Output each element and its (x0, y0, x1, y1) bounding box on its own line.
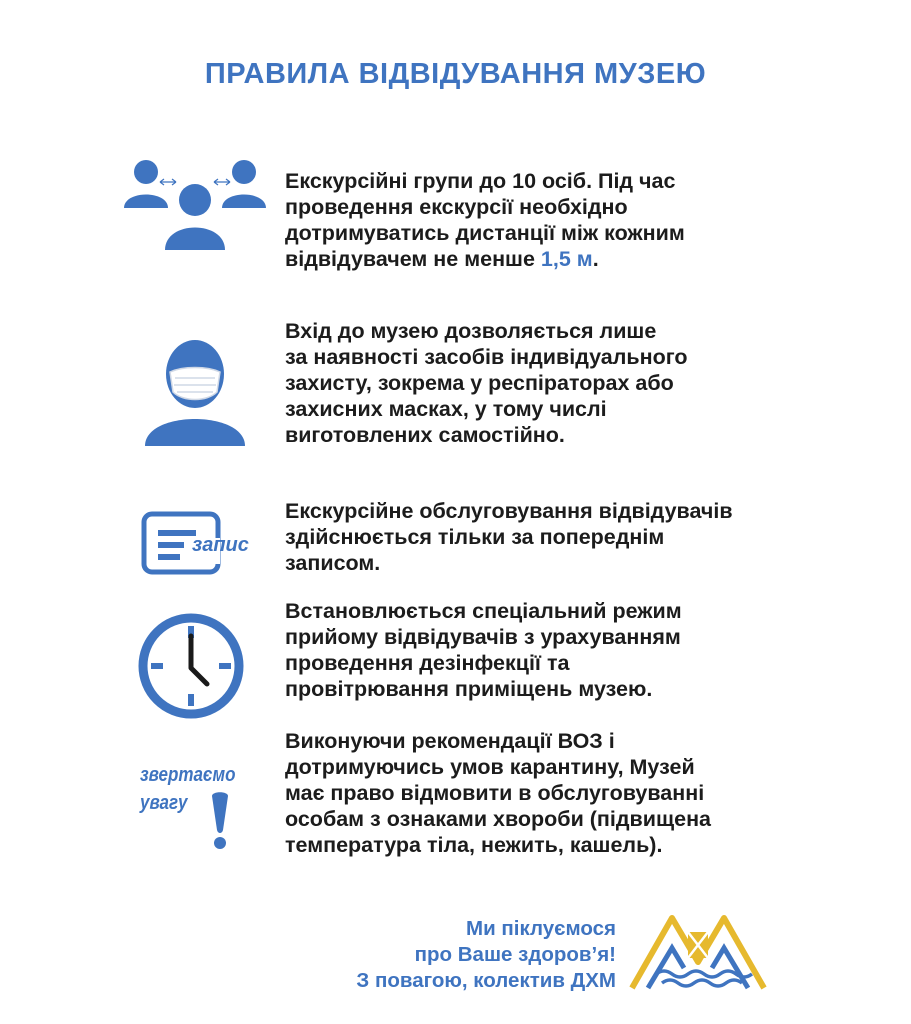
rule-text-protective-equipment: Вхід до музею дозволяється лише за наявності засобів індивідуального захисту, зокрема у респіраторах або захисних масках, у тому числі виготовлених самостійно. (285, 319, 688, 447)
distance-highlight: 1,5 м (540, 247, 593, 271)
rule-text-who-recommendations: Виконуючи рекомендації ВОЗ і дотримуючись умов карантину, Музей має право відмовити в обслуговуванні особам з ознаками хвороби (підвищена температура тіла, нежить, кашель). (285, 729, 712, 857)
attention-exclamation-icon (210, 792, 230, 855)
attention-label-line2: увагу (140, 792, 188, 814)
footer-line-2: про Ваше здоров’я! (414, 943, 616, 966)
clock-icon (137, 612, 245, 725)
museum-logo (628, 912, 768, 997)
attention-label-line1: звертаємо (140, 764, 236, 786)
footer-line-1: Ми піклуємося (466, 917, 616, 940)
page-title: ПРАВИЛА ВІДВІДУВАННЯ МУЗЕЮ (204, 58, 707, 90)
footer-message (356, 916, 616, 994)
rule-text-booking: Екскурсійне обслуговування відвідувачів здійснюється тільки за попереднім записом. (285, 499, 733, 575)
rule-text-group-size: Екскурсійні групи до 10 осіб. Під час проведення екскурсії необхідно дотримуватись дистанції між кожним відвідувачем не менше 1,5 м. (285, 169, 685, 271)
footer-line-3: З повагою, колектив ДХМ (356, 969, 616, 992)
person-mask-icon (143, 336, 247, 453)
rule-text-special-regime: Встановлюється спеціальний режим прийому відвідувачів з урахуванням проведення дезінфекції та провітрювання приміщень музею. (285, 599, 682, 701)
booking-label: запис (192, 534, 249, 556)
people-distance-icon (120, 156, 270, 257)
